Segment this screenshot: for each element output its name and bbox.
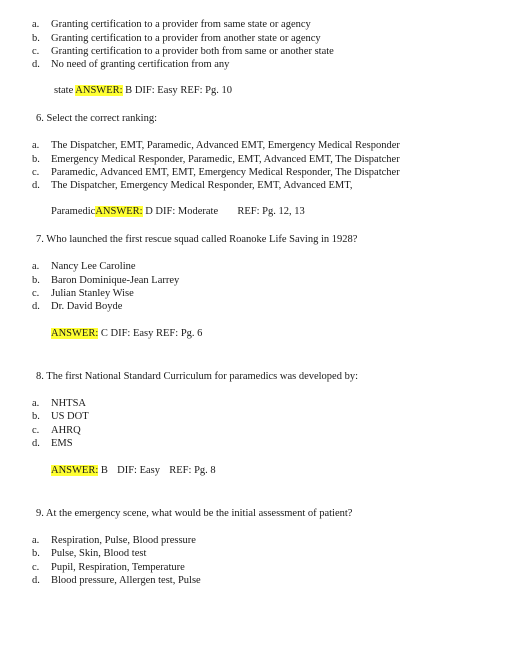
option-letter: b.	[32, 548, 40, 559]
answer-value: C	[100, 328, 108, 339]
option-letter: c.	[32, 562, 40, 573]
option-text: The Dispatcher, Emergency Medical Responder, EMT, Advanced EMT,	[51, 180, 353, 191]
answer-reference: REF: Pg. 6	[156, 328, 203, 339]
answer-difficulty: DIF: Easy	[117, 465, 161, 476]
answer-prefix: state	[54, 85, 74, 96]
option-letter: d.	[32, 301, 40, 312]
answer-value: D	[145, 206, 153, 217]
option-letter: b.	[32, 154, 40, 165]
answer-label: ANSWER:	[95, 206, 143, 217]
option-text: Baron Dominique-Jean Larrey	[51, 275, 180, 286]
option-text: US DOT	[51, 411, 89, 422]
answer-difficulty: DIF: Moderate	[155, 206, 219, 217]
answer-line-q5	[54, 84, 232, 97]
option-text: No need of granting certification from any	[51, 59, 230, 70]
answer-label: ANSWER:	[51, 465, 99, 476]
answer-label: ANSWER:	[51, 328, 99, 339]
question-9-text: 9. At the emergency scene, what would be the initial assessment of patient?	[36, 508, 353, 519]
option-letter: a.	[32, 261, 40, 272]
answer-line-q7	[51, 327, 202, 340]
option-letter: d.	[32, 438, 40, 449]
option-text: Dr. David Boyde	[51, 301, 123, 312]
option-letter: c.	[32, 425, 40, 436]
answer-reference: REF: Pg. 12, 13	[237, 206, 305, 217]
question-6-text: 6. Select the correct ranking:	[36, 113, 157, 124]
option-letter: a.	[32, 535, 40, 546]
option-letter: c.	[32, 288, 40, 299]
option-text: EMS	[51, 438, 73, 449]
option-letter: b.	[32, 33, 40, 44]
option-letter: a.	[32, 398, 40, 409]
option-text: Granting certification to a provider from same state or agency	[51, 19, 311, 30]
option-text: The Dispatcher, EMT, Paramedic, Advanced EMT, Emergency Medical Responder	[51, 140, 400, 151]
answer-reference: REF: Pg. 10	[180, 85, 232, 96]
answer-line-q6	[51, 205, 305, 218]
option-text: Paramedic, Advanced EMT, EMT, Emergency Medical Responder, The Dispatcher	[51, 167, 400, 178]
answer-value: B	[125, 85, 133, 96]
option-letter: d.	[32, 575, 40, 586]
answer-difficulty: DIF: Easy	[110, 328, 154, 339]
question-7-text: 7. Who launched the first rescue squad called Roanoke Life Saving in 1928?	[36, 234, 358, 245]
answer-label: ANSWER:	[75, 85, 123, 96]
option-text: Pulse, Skin, Blood test	[51, 548, 147, 559]
answer-prefix: Paramedic	[51, 206, 96, 217]
option-text: AHRQ	[51, 425, 81, 436]
answer-value: B	[100, 465, 108, 476]
answer-line-q8	[51, 464, 216, 477]
option-text: NHTSA	[51, 398, 87, 409]
option-text: Granting certification to a provider both from same or another state	[51, 46, 334, 57]
option-text: Respiration, Pulse, Blood pressure	[51, 535, 196, 546]
option-letter: c.	[32, 167, 40, 178]
option-letter: b.	[32, 275, 40, 286]
option-text: Julian Stanley Wise	[51, 288, 134, 299]
option-text: Emergency Medical Responder, Paramedic, EMT, Advanced EMT, The Dispatcher	[51, 154, 400, 165]
option-letter: a.	[32, 19, 40, 30]
option-letter: a.	[32, 140, 40, 151]
option-text: Granting certification to a provider from another state or agency	[51, 33, 321, 44]
option-letter: d.	[32, 59, 40, 70]
option-letter: b.	[32, 411, 40, 422]
option-text: Blood pressure, Allergen test, Pulse	[51, 575, 201, 586]
option-letter: c.	[32, 46, 40, 57]
question-8-text: 8. The first National Standard Curriculum for paramedics was developed by:	[36, 371, 359, 382]
option-text: Pupil, Respiration, Temperature	[51, 562, 185, 573]
answer-difficulty: DIF: Easy	[134, 85, 178, 96]
option-text: Nancy Lee Caroline	[51, 261, 136, 272]
option-letter: d.	[32, 180, 40, 191]
answer-reference: REF: Pg. 8	[169, 465, 216, 476]
